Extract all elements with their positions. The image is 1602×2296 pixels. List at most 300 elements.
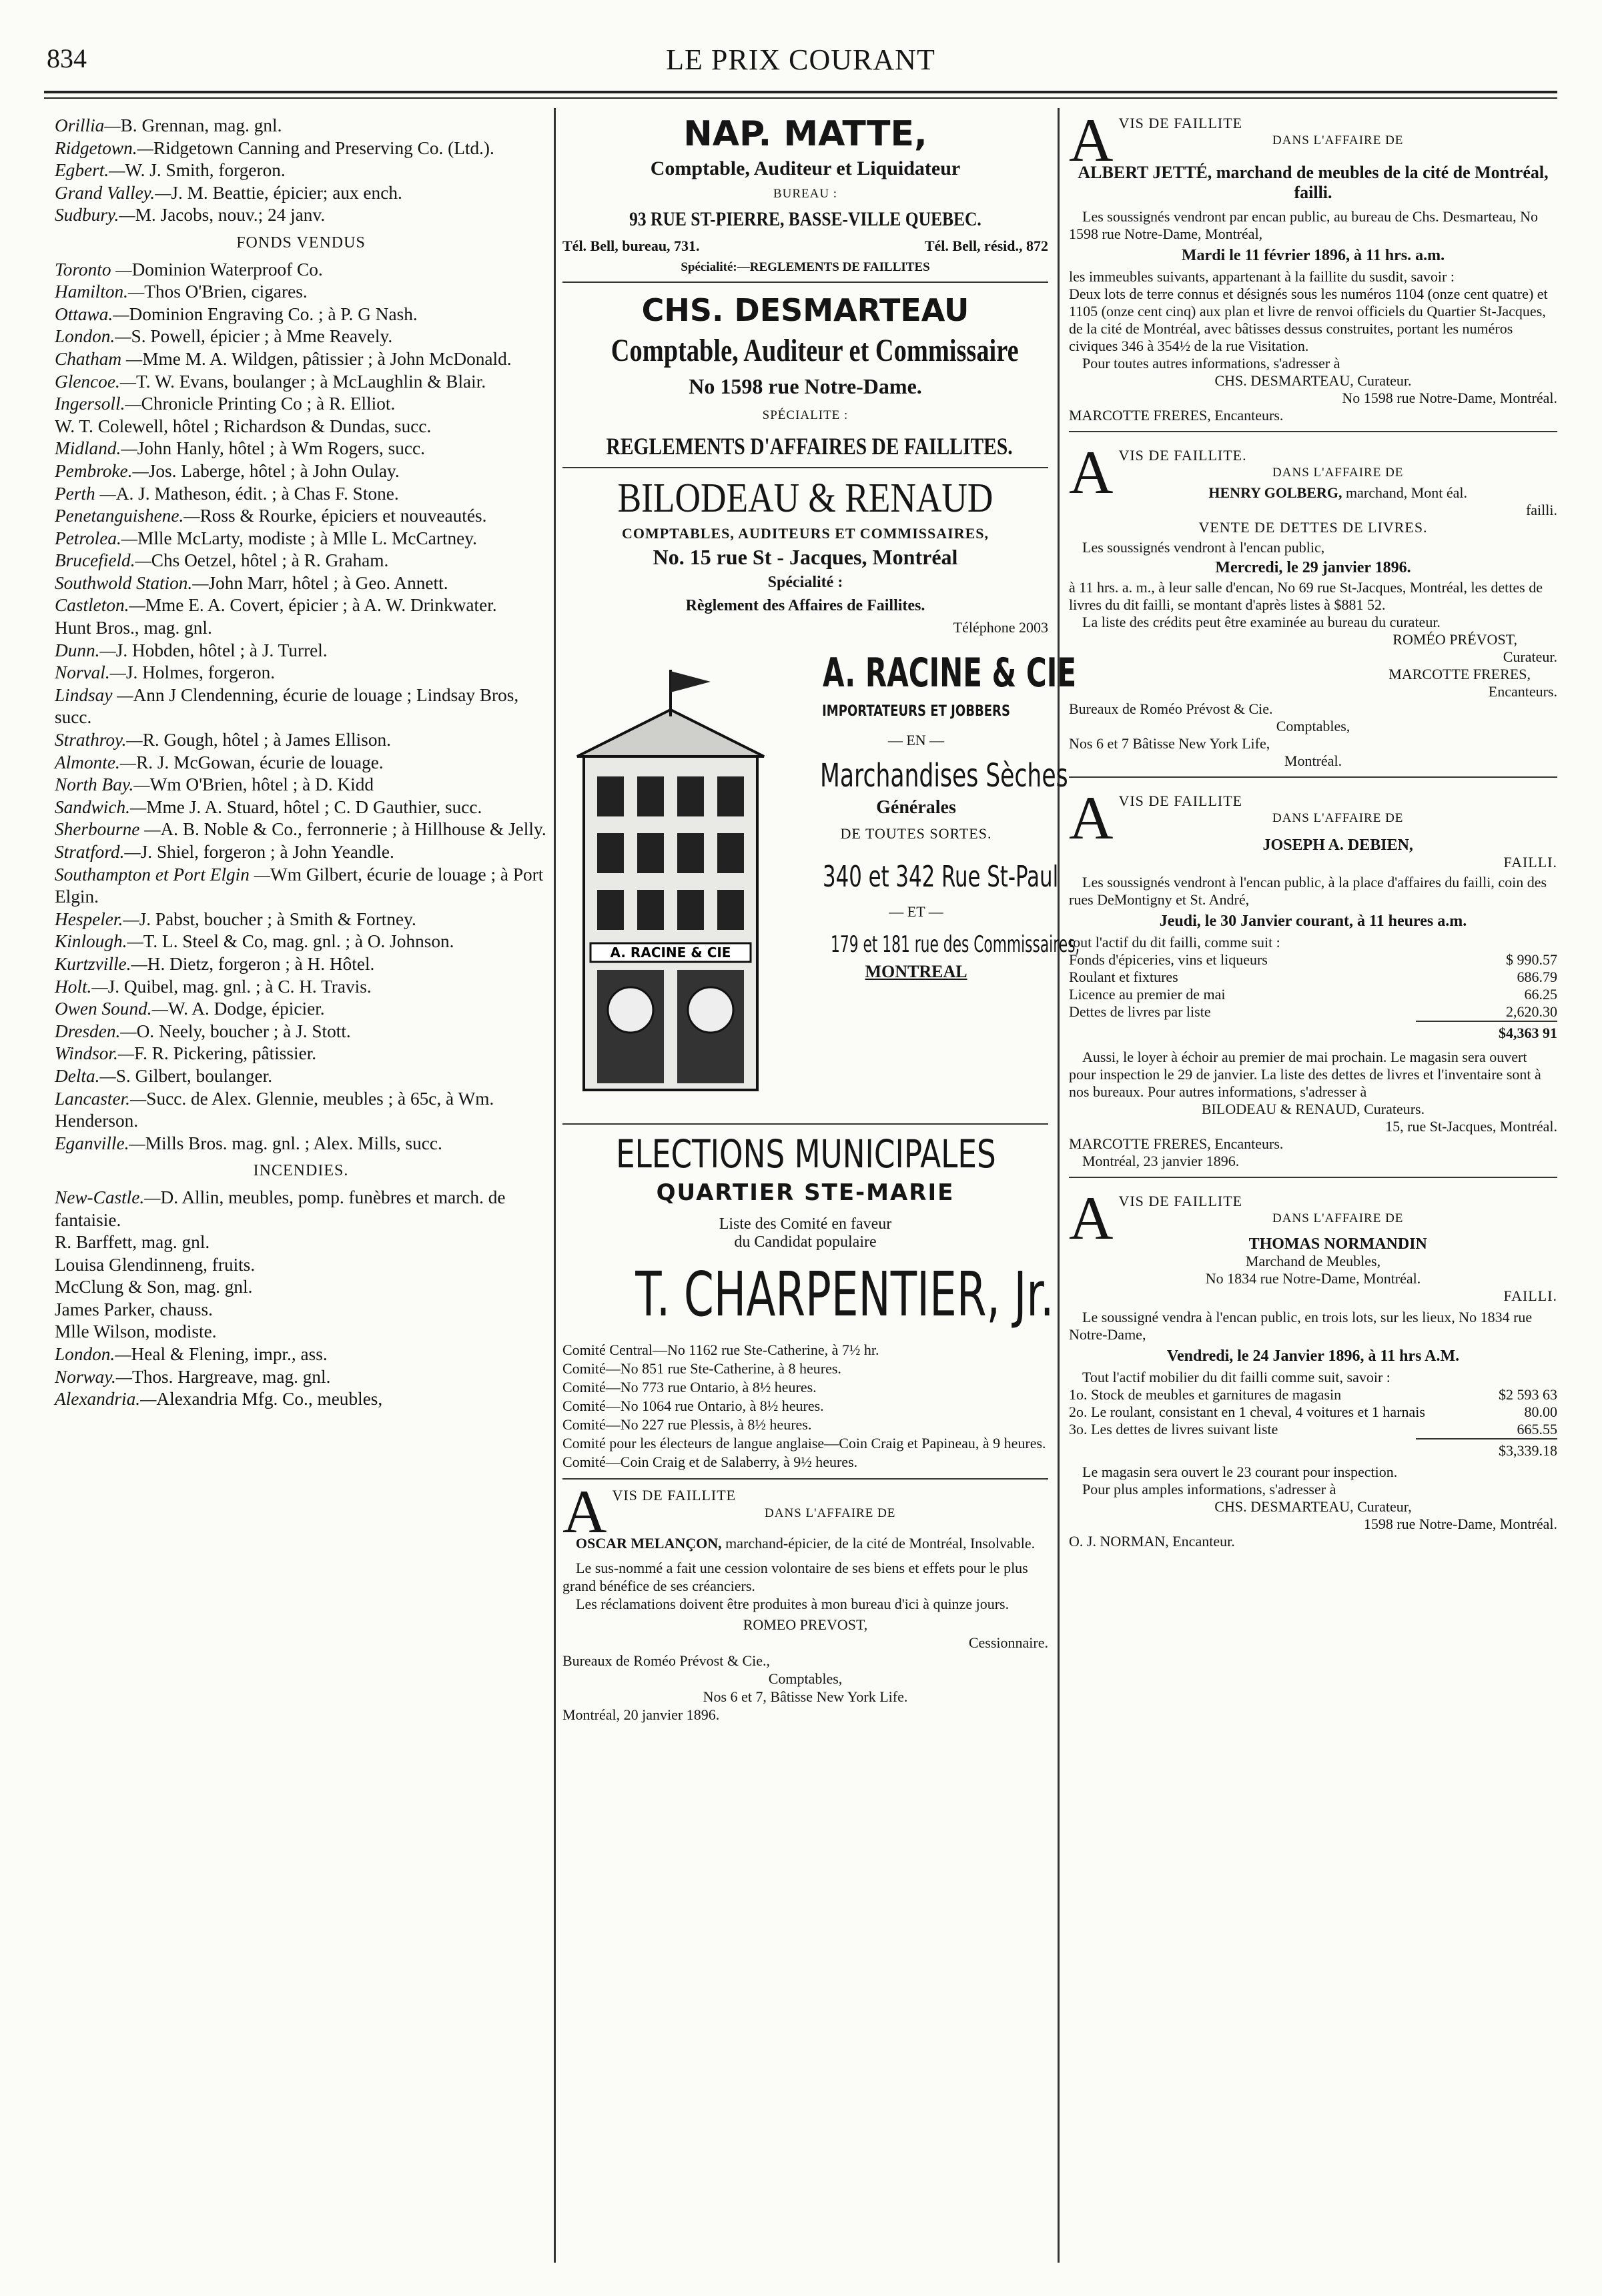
golberg-sig2: Curateur.: [1503, 648, 1557, 665]
note-text: Hunt Bros., mag. gnl.: [55, 618, 212, 638]
racine-generales: Générales: [876, 797, 956, 818]
melancon-date: Montréal, 20 janvier 1896.: [562, 1706, 720, 1723]
melancon-p1: Le sus-nommé a fait une cession volontaire de ses biens et effets pour le plus grand bénéfice de ses créanciers.: [562, 1560, 1028, 1594]
note-place: Eganville.—: [55, 1133, 145, 1153]
golberg-sig3: MARCOTTE FRERES,: [1388, 666, 1531, 682]
avis-dans: DANS L'AFFAIRE DE: [1272, 133, 1404, 147]
note-place: Toronto —: [55, 259, 132, 279]
note-place: Windsor.—: [55, 1043, 135, 1064]
melancon-comptables: Comptables,: [768, 1670, 843, 1687]
note-entry: [55, 1366, 547, 1389]
ledger-label: Dettes de livres par liste: [1069, 1003, 1211, 1020]
column-divider-2: [1058, 108, 1060, 2263]
golberg-date: Mercredi, le 29 janvier 1896.: [1215, 559, 1411, 576]
bilodeau-specialite: Spécialité :: [767, 574, 843, 591]
note-text: R. J. McGowan, écurie de louage.: [136, 752, 384, 772]
ledger-row: [1069, 986, 1557, 1003]
note-text: J. Holmes, forgeron.: [125, 662, 276, 683]
note-entry: [55, 281, 547, 304]
jette-name: ALBERT JETTÉ, marchand de meubles de la cité de Montréal, failli.: [1078, 163, 1549, 202]
normandin-failli: FAILLI.: [1503, 1287, 1557, 1304]
note-text: J. Shiel, forgeron ; à John Yeandle.: [140, 842, 394, 862]
note-place: Ridgetown.—: [55, 137, 153, 158]
note-entry: [55, 1231, 547, 1254]
column-bankruptcy-notices: [1069, 106, 1557, 2256]
melancon-batisse: Nos 6 et 7, Bâtisse New York Life.: [703, 1688, 908, 1705]
note-entry: [55, 326, 547, 348]
note-entry: [55, 909, 547, 931]
golberg-comptables: Comptables,: [1276, 718, 1350, 734]
note-entry: [55, 594, 547, 617]
note-entry: [55, 572, 547, 595]
ledger-row: [1069, 1003, 1557, 1021]
divider: [1069, 776, 1557, 778]
jette-sig3: MARCOTTE FRERES, Encanteurs.: [1069, 407, 1284, 424]
elections-quartier: QUARTIER STE-MARIE: [656, 1179, 955, 1206]
note-place: Norway.—: [55, 1366, 133, 1387]
ledger-label: Roulant et fixtures: [1069, 969, 1178, 985]
note-text: Mme J. A. Stuard, hôtel ; C. D Gauthier, succ.: [146, 796, 482, 817]
note-place: Kurtzville.—: [55, 953, 147, 974]
note-entry: [55, 796, 547, 819]
desmarteau-specialite: SPÉCIALITE :: [762, 408, 849, 422]
normandin-sig3: O. J. NORMAN, Encanteur.: [1069, 1533, 1235, 1550]
note-text: Mlle McLarty, modiste ; à Mlle L. McCartney.: [137, 528, 477, 548]
note-entry: [55, 1088, 547, 1133]
comite-line: Comité—No 773 rue Ontario, à 8½ heures.: [562, 1379, 817, 1395]
note-place: Sherbourne —: [55, 819, 161, 840]
note-entry: [55, 931, 547, 953]
note-text: Wm Gilbert, écurie de louage ; à Port Elgin.: [55, 864, 544, 907]
racine-toutes: DE TOUTES SORTES.: [840, 825, 992, 842]
racine-building-sign: A. RACINE & CIE: [610, 945, 731, 961]
note-entry: [55, 182, 547, 205]
ledger-row: [1069, 1403, 1557, 1421]
note-entry: [55, 460, 547, 483]
matte-titles: Comptable, Auditeur et Liquidateur: [650, 157, 961, 179]
avis-dans: DANS L'AFFAIRE DE: [1272, 466, 1404, 480]
note-text: R. Barffett, mag. gnl.: [55, 1232, 210, 1253]
ledger-label: 2o. Le roulant, consistant en 1 cheval, 4 voitures et 1 harnais: [1069, 1403, 1425, 1420]
ledger-amount: $ 990.57: [1506, 951, 1557, 968]
racine-address-2: 179 et 181 rue des Commissaires,: [831, 931, 1080, 958]
note-entry: [55, 1276, 547, 1299]
note-place: Brucefield.—: [55, 550, 151, 571]
note-entry: [55, 1021, 547, 1043]
debien-p1: Les soussignés vendront à l'encan public, à la place d'affaires du failli, coin des rues DeMontigny et St. André,: [1069, 874, 1547, 908]
note-place: Hespeler.—: [55, 909, 139, 929]
drop-cap: A: [1069, 106, 1114, 174]
matte-specialite: Spécialité:—REGLEMENTS DE FAILLITES: [681, 260, 930, 274]
note-place: Dresden.—: [55, 1021, 137, 1041]
note-entry: [55, 348, 547, 371]
elections-title: ELECTIONS MUNICIPALES: [616, 1131, 996, 1177]
drop-cap: A: [1069, 438, 1114, 506]
golberg-sig1: ROMÉO PRÉVOST,: [1392, 631, 1517, 648]
page-header: [47, 37, 1555, 84]
note-entry: [55, 818, 547, 841]
note-place: Egbert.—: [55, 160, 125, 181]
note-text: F. R. Pickering, pâtissier.: [134, 1043, 317, 1064]
note-text: McClung & Son, mag. gnl.: [55, 1277, 253, 1297]
divider: [562, 467, 1048, 468]
note-entry: [55, 684, 547, 729]
divider: [1069, 431, 1557, 432]
matte-name: NAP. MATTE,: [683, 114, 927, 154]
note-place: London.—: [55, 326, 131, 347]
note-text: Ann J Clendenning, écurie de louage ; Lindsay Bros, succ.: [55, 684, 519, 728]
matte-address: 93 RUE ST-PIERRE, BASSE-VILLE QUEBEC.: [629, 208, 981, 230]
normandin-p2: Tout l'actif mobilier du dit failli comme suit, savoir :: [1082, 1369, 1390, 1385]
racine-building-illustration: [570, 663, 771, 1097]
note-place: Kinlough.—: [55, 931, 143, 952]
note-place: Castleton.—: [55, 595, 145, 616]
note-place: Sudbury.—: [55, 205, 135, 225]
drop-cap: A: [1069, 1184, 1114, 1252]
note-text: A. J. Matheson, édit. ; à Chas F. Stone.: [115, 483, 399, 504]
note-text: Mlle Wilson, modiste.: [55, 1321, 217, 1342]
note-place: Dunn.—: [55, 640, 116, 660]
debien-p3: Aussi, le loyer à échoir au premier de mai prochain. Le magasin sera ouvert pour inspection le 29 de janvier. La liste des dettes de livres et l'inventaire sont à nos bureaux. Pour autres informations, s'adresser à: [1069, 1049, 1541, 1100]
note-place: Hamilton.—: [55, 281, 145, 302]
matte-tel-home: Tél. Bell, résid., 872: [924, 237, 1048, 254]
normandin-sig1: CHS. DESMARTEAU, Curateur,: [1214, 1498, 1412, 1515]
drop-cap: A: [562, 1478, 607, 1546]
avis-dans: DANS L'AFFAIRE DE: [1272, 811, 1404, 825]
note-place: Glencoe.—: [55, 371, 137, 392]
comite-line: Comité—No 851 rue Ste-Catherine, à 8 heures.: [562, 1360, 841, 1377]
note-text: Louisa Glendinneng, fruits.: [55, 1254, 256, 1275]
ledger-row: [1069, 1386, 1557, 1403]
note-place: Stratford.—: [55, 842, 141, 862]
note-text: Ross & Rourke, épiciers et nouveautés.: [199, 506, 487, 526]
note-text: Mme E. A. Covert, épicier ; à A. W. Drinkwater.: [145, 595, 497, 616]
normandin-p3: Le magasin sera ouvert le 23 courant pour inspection.: [1082, 1464, 1398, 1480]
note-text: H. Dietz, forgeron ; à H. Hôtel.: [147, 953, 375, 974]
avis-title: VIS DE FAILLITE: [1118, 115, 1243, 131]
note-entry: [55, 416, 547, 438]
debien-items: [1069, 951, 1557, 1021]
racine-marchandises: Marchandises Sèches: [820, 757, 1068, 794]
notes-list-sold: [55, 259, 547, 1155]
note-entry: [55, 976, 547, 999]
racine-name: A. RACINE & CIE: [823, 650, 1077, 696]
jette-p2: les immeubles suivants, appartenant à la faillite du susdit, savoir :: [1069, 268, 1455, 285]
note-place: Norval.—: [55, 662, 126, 683]
elections-candidate: T. CHARPENTIER, Jr.: [635, 1259, 1054, 1330]
column-bankruptcy-notes: [55, 115, 547, 2256]
normandin-desc: Marchand de Meubles,: [1245, 1253, 1381, 1269]
note-entry: [55, 204, 547, 227]
avis-dans: DANS L'AFFAIRE DE: [765, 1506, 896, 1520]
ad-bilodeau-renaud: [562, 475, 1048, 636]
note-text: J. M. Beattie, épicier; aux ench.: [171, 182, 402, 203]
ad-desmarteau: [562, 292, 1048, 460]
golberg-desc: marchand, Mont éal.: [1346, 484, 1468, 501]
bilodeau-reglement: Règlement des Affaires de Faillites.: [685, 597, 925, 614]
note-text: O. Neely, boucher ; à J. Stott.: [136, 1021, 351, 1041]
avis-title: VIS DE FAILLITE.: [1118, 447, 1247, 464]
note-place: Southampton et Port Elgin —: [55, 864, 271, 885]
note-place: Chatham —: [55, 348, 143, 369]
note-entry: [55, 752, 547, 774]
ad-nap-matte: [562, 115, 1048, 275]
note-text: D. Allin, meubles, pomp. funèbres et march. de fantaisie.: [55, 1187, 506, 1230]
note-place: Midland.—: [55, 438, 137, 459]
ledger-amount: 2,620.30: [1506, 1003, 1557, 1020]
note-text: W. T. Colewell, hôtel ; Richardson & Dundas, succ.: [55, 416, 432, 436]
avis-melancon: [562, 1478, 1048, 1724]
note-entry: [55, 483, 547, 506]
note-text: Thos. Hargreave, mag. gnl.: [132, 1366, 331, 1387]
avis-title: VIS DE FAILLITE: [1118, 792, 1243, 809]
normandin-address: No 1834 rue Notre-Dame, Montréal.: [1205, 1270, 1421, 1287]
note-entry: [55, 1388, 547, 1411]
ledger-amount: 66.25: [1524, 986, 1557, 1003]
note-entry: [55, 998, 547, 1021]
note-place: Sandwich.—: [55, 796, 147, 817]
debien-failli: FAILLI.: [1503, 854, 1557, 871]
note-text: Heal & Flening, impr., ass.: [131, 1344, 328, 1365]
ledger-label: 1o. Stock de meubles et garnitures de magasin: [1069, 1386, 1342, 1403]
note-text: Thos O'Brien, cigares.: [144, 281, 308, 302]
ledger-amount: $2 593 63: [1499, 1386, 1557, 1403]
racine-et: — ET —: [889, 903, 943, 920]
heading-incendies: INCENDIES.: [253, 1162, 349, 1180]
ledger-amount: 80.00: [1524, 1403, 1557, 1420]
note-entry: [55, 1065, 547, 1088]
ledger-row: [1069, 969, 1557, 986]
note-place: Pembroke.—: [55, 460, 149, 481]
note-text: Ridgetown Canning and Preserving Co. (Ltd.).: [153, 137, 494, 158]
note-place: Lancaster.—: [55, 1088, 147, 1109]
note-entry: [55, 304, 547, 326]
note-text: Dominion Engraving Co. ; à P. G Nash.: [129, 304, 418, 324]
melancon-sig1: ROMEO PREVOST,: [743, 1616, 868, 1633]
note-place: New-Castle.—: [55, 1187, 161, 1207]
note-entry: [55, 137, 547, 160]
note-entry: [55, 841, 547, 864]
running-title: LE PRIX COURANT: [666, 43, 935, 76]
normandin-name: THOMAS NORMANDIN: [1248, 1235, 1427, 1253]
note-entry: [55, 1343, 547, 1366]
avis-title: VIS DE FAILLITE: [612, 1487, 737, 1504]
desmarteau-address: No 1598 rue Notre-Dame.: [689, 374, 922, 398]
desmarteau-name: CHS. DESMARTEAU: [641, 292, 969, 328]
note-text: Succ. de Alex. Glennie, meubles ; à 65c, à Wm. Henderson.: [55, 1088, 494, 1131]
racine-address-1: 340 et 342 Rue St-Paul: [823, 860, 1059, 894]
note-entry: [55, 617, 547, 640]
note-text: Alexandria Mfg. Co., meubles,: [156, 1389, 383, 1409]
drop-cap: A: [1069, 784, 1114, 852]
ledger-label: Licence au premier de mai: [1069, 986, 1226, 1003]
note-entry: [55, 438, 547, 460]
jette-p3: Deux lots de terre connus et désignés sous les numéros 1104 (onze cent quatre) et 1105 (onze cent cinq) aux plan et livre de renvoi officiels du Quartier St-Jacques, de la cité de Montréal, avec bâtisses dessus construites, portant les numéros civiques 346 à 354½ de la rue Visitation.: [1069, 285, 1548, 354]
racine-importateurs: IMPORTATEURS ET JOBBERS: [822, 703, 1010, 720]
jette-date: Mardi le 11 février 1896, à 11 hrs. a.m.: [1181, 247, 1445, 264]
debien-sig1: BILODEAU & RENAUD, Curateurs.: [1201, 1101, 1425, 1117]
melancon-name: OSCAR MELANÇON,: [575, 1535, 722, 1552]
note-text: J. Pabst, boucher ; à Smith & Fortney.: [139, 909, 416, 929]
note-place: Alexandria.—: [55, 1389, 157, 1409]
avis-golberg: [1069, 438, 1557, 770]
golberg-batisse: Nos 6 et 7 Bâtisse New York Life,: [1069, 735, 1270, 752]
golberg-failli: failli.: [1525, 502, 1557, 518]
note-text: W. J. Smith, forgeron.: [125, 160, 286, 181]
note-text: S. Gilbert, boulanger.: [115, 1065, 273, 1086]
note-entry: [55, 259, 547, 281]
note-text: James Parker, chauss.: [55, 1299, 213, 1319]
note-text: T. L. Steel & Co, mag. gnl. ; à O. Johnson.: [143, 931, 454, 952]
divider: [1069, 1177, 1557, 1178]
note-text: Chronicle Printing Co ; à R. Elliot.: [141, 394, 396, 414]
ledger-label: Fonds d'épiceries, vins et liqueurs: [1069, 951, 1268, 968]
note-text: Jos. Laberge, hôtel ; à John Oulay.: [148, 460, 400, 481]
jette-sig2: No 1598 rue Notre-Dame, Montréal.: [1342, 390, 1557, 406]
note-text: T. W. Evans, boulanger ; à McLaughlin & Blair.: [136, 371, 486, 392]
note-text: B. Grennan, mag. gnl.: [120, 115, 282, 135]
note-text: S. Powell, épicier ; à Mme Reavely.: [131, 326, 393, 347]
note-text: John Marr, hôtel ; à Geo. Annett.: [208, 572, 448, 593]
note-entry: [55, 729, 547, 752]
normandin-p1: Le soussigné vendra à l'encan public, en trois lots, sur les lieux, No 1834 rue Notre-Dame,: [1069, 1309, 1533, 1343]
note-entry: [55, 505, 547, 528]
debien-sig4: Montréal, 23 janvier 1896.: [1082, 1153, 1240, 1169]
racine-text: [783, 650, 1080, 982]
note-place: North Bay.—: [55, 774, 150, 795]
note-text: J. Quibel, mag. gnl. ; à C. H. Travis.: [107, 976, 372, 997]
header-rule-top: [44, 91, 1557, 93]
note-place: Southwold Station.—: [55, 572, 209, 593]
debien-date: Jeudi, le 30 Janvier courant, à 11 heures a.m.: [1159, 913, 1467, 930]
note-entry: [55, 1043, 547, 1065]
note-entry: [55, 1187, 547, 1231]
note-place: Orillia—: [55, 115, 121, 135]
desmarteau-reglements: REGLEMENTS D'AFFAIRES DE FAILLITES.: [606, 433, 1013, 460]
golberg-p1: Les soussignés vendront à l'encan public,: [1082, 539, 1325, 556]
note-place: Penetanguishene.—: [55, 506, 200, 526]
note-entry: [55, 953, 547, 976]
bilodeau-name: BILODEAU & RENAUD: [617, 476, 993, 521]
debien-name: JOSEPH A. DEBIEN,: [1262, 836, 1413, 854]
matte-bureau: BUREAU :: [773, 187, 838, 201]
note-place: Grand Valley.—: [55, 182, 171, 203]
note-text: Dominion Waterproof Co.: [131, 259, 323, 279]
note-text: W. A. Dodge, épicier.: [167, 999, 325, 1019]
ad-racine: [562, 650, 1080, 1117]
comite-line: Comité—No 1064 rue Ontario, à 8½ heures.: [562, 1397, 824, 1414]
note-entry: [55, 662, 547, 684]
note-entry: [55, 640, 547, 662]
note-entry: [55, 371, 547, 394]
heading-fonds-vendus: FONDS VENDUS: [236, 233, 366, 251]
avis-normandin: [1069, 1184, 1557, 1550]
melancon-bureaux: Bureaux de Roméo Prévost & Cie.,: [562, 1652, 771, 1669]
bilodeau-address: No. 15 rue St - Jacques, Montréal: [653, 545, 958, 569]
golberg-p3: La liste des crédits peut être examinée au bureau du curateur.: [1082, 614, 1441, 630]
debien-sig3: MARCOTTE FRERES, Encanteurs.: [1069, 1135, 1284, 1152]
comite-line: Comité—Coin Craig et de Salaberry, à 9½ heures.: [562, 1454, 858, 1470]
note-text: R. Gough, hôtel ; à James Ellison.: [142, 730, 391, 750]
elections-comites: [562, 1341, 1048, 1472]
bilodeau-telephone: Téléphone 2003: [953, 619, 1048, 636]
ledger-amount: 686.79: [1517, 969, 1557, 985]
note-text: J. Hobden, hôtel ; à J. Turrel.: [115, 640, 328, 660]
normandin-p4: Pour plus amples informations, s'adresser à: [1082, 1481, 1336, 1498]
column-advertisements: [562, 114, 1080, 2256]
golberg-vente: VENTE DE DETTES DE LIVRES.: [1198, 519, 1428, 536]
note-place: Holt.—: [55, 976, 108, 997]
normandin-items: [1069, 1386, 1557, 1438]
melancon-sig2: Cessionnaire.: [968, 1634, 1048, 1651]
note-place: Ingersoll.—: [55, 394, 141, 414]
jette-p1: Les soussignés vendront par encan public, au bureau de Chs. Desmarteau, No 1598 rue Notre-Dame, Montréal,: [1069, 208, 1539, 242]
jette-sig1: CHS. DESMARTEAU, Curateur.: [1214, 372, 1412, 389]
note-entry: [55, 550, 547, 572]
note-entry: [55, 115, 547, 137]
note-entry: [55, 159, 547, 182]
golberg-p2: à 11 hrs. a. m., à leur salle d'encan, No 69 rue St-Jacques, Montréal, les dettes de livres du dit failli, se montant d'après listes à $881 52.: [1069, 579, 1543, 613]
divider: [562, 281, 1048, 283]
melancon-desc: marchand-épicier, de la cité de Montréal, Insolvable.: [725, 1535, 1036, 1552]
matte-tel-office: Tél. Bell, bureau, 731.: [562, 237, 700, 254]
note-place: Almonte.—: [55, 752, 137, 772]
racine-city: MONTREAL: [865, 962, 967, 981]
note-entry: [55, 1321, 547, 1343]
note-entry: [55, 1299, 547, 1321]
ad-elections: [562, 1131, 1054, 1472]
note-text: M. Jacobs, nouv.; 24 janv.: [135, 205, 326, 225]
note-entry: [55, 528, 547, 550]
debien-total: $4,363 91: [1416, 1021, 1557, 1042]
bilodeau-titles: COMPTABLES, AUDITEURS ET COMMISSAIRES,: [621, 525, 989, 542]
ledger-label: 3o. Les dettes de livres suivant liste: [1069, 1421, 1278, 1438]
elections-liste-2: du Candidat populaire: [734, 1233, 877, 1251]
melancon-p2: Les réclamations doivent être produites à mon bureau d'ici à quinze jours.: [576, 1596, 1010, 1612]
page-number: 834: [47, 43, 87, 73]
jette-p4: Pour toutes autres informations, s'adresser à: [1082, 355, 1340, 372]
note-entry: [55, 1133, 547, 1155]
note-text: Wm O'Brien, hôtel ; à D. Kidd: [149, 774, 374, 795]
desmarteau-titles: Comptable, Auditeur et Commissaire: [611, 333, 1019, 368]
note-entry: [55, 774, 547, 796]
golberg-sig4: Encanteurs.: [1488, 683, 1557, 700]
normandin-sig2: 1598 rue Notre-Dame, Montréal.: [1363, 1516, 1557, 1532]
note-place: London.—: [55, 1344, 131, 1365]
note-place: Ottawa.—: [55, 304, 129, 324]
golberg-name: HENRY GOLBERG,: [1208, 484, 1342, 501]
normandin-date: Vendredi, le 24 Janvier 1896, à 11 hrs A.M.: [1166, 1347, 1460, 1365]
note-place: Owen Sound.—: [55, 999, 168, 1019]
note-entry: [55, 393, 547, 416]
avis-title: VIS DE FAILLITE: [1118, 1193, 1243, 1209]
note-text: Chs Oetzel, hôtel ; à R. Graham.: [151, 550, 389, 571]
note-place: Strathroy.—: [55, 730, 143, 750]
golberg-bureaux: Bureaux de Roméo Prévost & Cie.: [1069, 700, 1273, 717]
divider: [562, 1478, 1048, 1480]
normandin-total: $3,339.18: [1416, 1438, 1557, 1460]
note-text: Mills Bros. mag. gnl. ; Alex. Mills, succ.: [145, 1133, 442, 1153]
avis-jette: [1069, 106, 1557, 424]
note-place: Petrolea.—: [55, 528, 138, 548]
column-divider-1: [554, 108, 556, 2263]
debien-sig2: 15, rue St-Jacques, Montréal.: [1385, 1118, 1557, 1135]
note-entry: [55, 864, 547, 909]
comite-line: Comité pour les électeurs de langue anglaise—Coin Craig et Papineau, à 9 heures.: [562, 1435, 1046, 1452]
note-place: Perth —: [55, 483, 116, 504]
comite-line: Comité Central—No 1162 rue Ste-Catherine, à 7½ hr.: [562, 1341, 879, 1358]
debien-p2: tout l'actif du dit failli, comme suit :: [1069, 934, 1280, 951]
